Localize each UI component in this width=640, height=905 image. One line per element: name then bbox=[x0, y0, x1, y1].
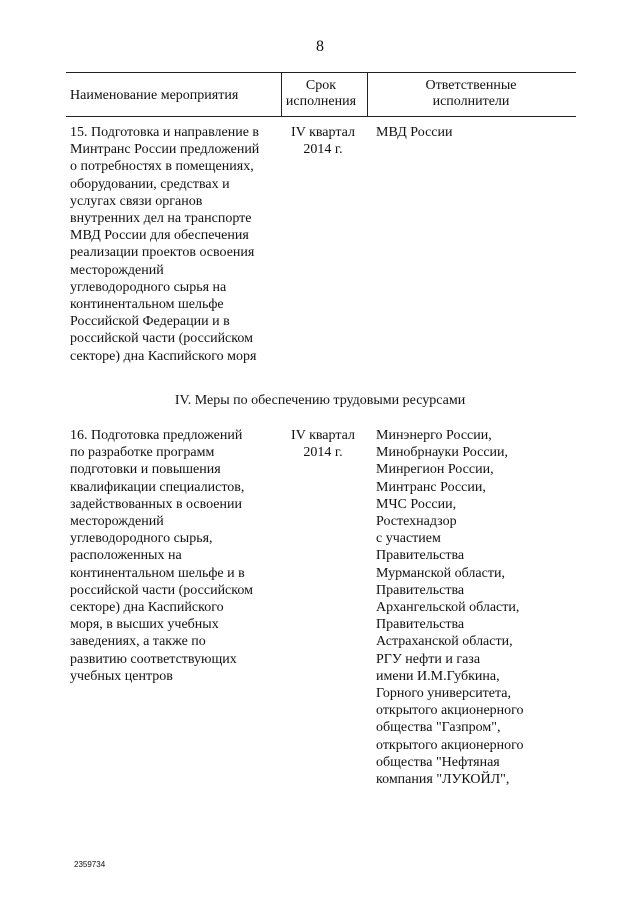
header-activity-name: Наименование мероприятия bbox=[70, 88, 239, 103]
text-line: учебных центров bbox=[70, 668, 173, 684]
text-line: заведениях, а также по bbox=[70, 634, 206, 650]
text-line: российской части (российском bbox=[70, 582, 253, 598]
text-line: Минобрнауки России, bbox=[376, 445, 509, 461]
text-line: квалификации специалистов, bbox=[70, 479, 245, 495]
text-line: Архангельской области, bbox=[376, 600, 520, 616]
text-line: открытого акционерного bbox=[376, 703, 524, 719]
text-line: задействованных в освоении bbox=[70, 496, 242, 512]
table-header-bottom-rule bbox=[66, 116, 576, 117]
section-heading: IV. Меры по обеспечению трудовыми ресурсами bbox=[174, 393, 466, 408]
document-id: 2359734 bbox=[74, 860, 106, 869]
text-line: континентальном шельфе и в bbox=[70, 565, 245, 581]
text-line: Правительства bbox=[376, 582, 465, 598]
text-line: с участием bbox=[376, 531, 441, 547]
text-line: МВД России bbox=[376, 125, 453, 140]
text-line: Минтранс России, bbox=[376, 479, 486, 495]
text-line: МЧС России, bbox=[376, 496, 457, 512]
text-line: Ростехнадзор bbox=[376, 514, 457, 530]
row-activity-text bbox=[70, 124, 282, 365]
text-line: Минрегион России, bbox=[376, 462, 494, 478]
text-line: углеводородного сырья, bbox=[70, 531, 213, 547]
header-responsible bbox=[371, 78, 571, 110]
text-line: IV квартал bbox=[291, 125, 355, 140]
text-line: Горного университета, bbox=[376, 686, 512, 702]
row-deadline-text bbox=[288, 124, 358, 158]
text-line: внутренних дел на транспорте bbox=[70, 211, 252, 227]
text-line: Мурманской области, bbox=[376, 565, 505, 581]
text-line: имени И.М.Губкина, bbox=[376, 668, 500, 684]
text-line: Правительства bbox=[376, 548, 465, 564]
text-line: IV квартал bbox=[291, 428, 355, 443]
row-responsible-text bbox=[376, 124, 576, 141]
text-line: оборудовании, средствах и bbox=[70, 176, 230, 192]
header-deadline bbox=[282, 78, 360, 110]
text-line: Астраханской области, bbox=[376, 634, 513, 650]
text-line: российской части (российском bbox=[70, 331, 253, 347]
row-responsible-text bbox=[376, 427, 576, 788]
text-line: услугах связи органов bbox=[70, 193, 203, 209]
text-line: 16. Подготовка предложений bbox=[70, 428, 243, 443]
text-line: общества "Газпром", bbox=[376, 720, 501, 736]
header-responsible-line: исполнители bbox=[432, 94, 510, 109]
text-line: МВД России для обеспечения bbox=[70, 228, 249, 244]
text-line: Минэнерго России, bbox=[376, 428, 492, 443]
text-line: углеводородного сырья на bbox=[70, 279, 227, 295]
row-deadline-text bbox=[288, 427, 358, 461]
text-line: 2014 г. bbox=[303, 142, 343, 158]
text-line: континентальном шельфе bbox=[70, 297, 224, 313]
text-line: открытого акционерного bbox=[376, 737, 524, 753]
table-header bbox=[66, 78, 576, 114]
text-line: секторе) дна Каспийского bbox=[70, 600, 224, 616]
row-activity-text bbox=[70, 427, 282, 685]
text-line: расположенных на bbox=[70, 548, 182, 564]
text-line: общества "Нефтяная bbox=[376, 754, 500, 770]
text-line: Российской Федерации и в bbox=[70, 314, 230, 330]
text-line: РГУ нефти и газа bbox=[376, 651, 481, 667]
text-line: о потребностях в помещениях, bbox=[70, 159, 254, 175]
header-responsible-line: Ответственные bbox=[425, 78, 517, 93]
text-line: реализации проектов освоения bbox=[70, 245, 255, 261]
text-line: секторе) дна Каспийского моря bbox=[70, 348, 257, 364]
text-line: месторождений bbox=[70, 262, 164, 278]
page-number: 8 bbox=[316, 38, 324, 55]
text-line: 2014 г. bbox=[303, 445, 343, 461]
text-line: Минтранс России предложений bbox=[70, 142, 260, 158]
text-line: Правительства bbox=[376, 617, 465, 633]
text-line: 15. Подготовка и направление в bbox=[70, 125, 260, 140]
header-deadline-line: Срок bbox=[305, 78, 337, 93]
text-line: по разработке программ bbox=[70, 445, 215, 461]
text-line: компания "ЛУКОЙЛ", bbox=[376, 772, 510, 788]
text-line: развитию соответствующих bbox=[70, 651, 237, 667]
table-top-rule bbox=[66, 72, 576, 73]
header-deadline-line: исполнения bbox=[285, 94, 357, 109]
text-line: подготовки и повышения bbox=[70, 462, 221, 478]
text-line: месторождений bbox=[70, 514, 164, 530]
text-line: моря, в высших учебных bbox=[70, 617, 219, 633]
